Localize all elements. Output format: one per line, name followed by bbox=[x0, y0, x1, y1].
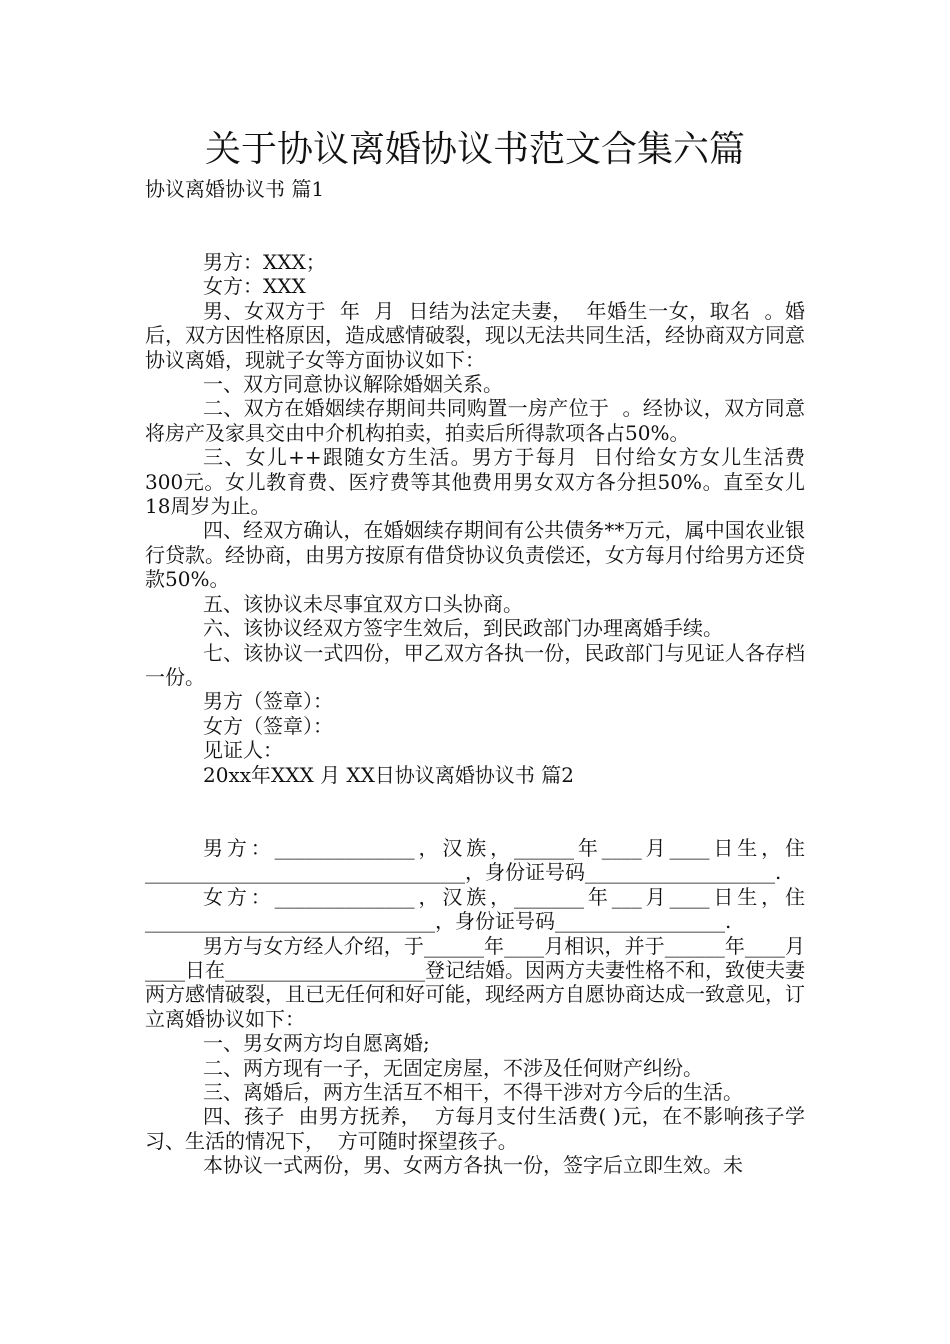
signature-female: 女方（签章）： bbox=[203, 713, 333, 738]
clause-5: 五、该协议未尽事宜双方口头协商。 bbox=[203, 591, 523, 616]
signature-witness: 见证人： bbox=[203, 738, 283, 763]
clause-7: 七、该协议一式四份，甲乙双方各执一份，民政部门与见证人各存档一份。 bbox=[145, 640, 805, 689]
section-2-clause-4: 四、孩子 由男方抚养， 方每月支付生活费( )元，在不影响孩子学习、生活的情况下， 方可随时探望孩子。 bbox=[145, 1104, 805, 1153]
section-2-closing: 本协议一式两份，男、女两方各执一份，签字后立即生效。未 bbox=[203, 1153, 743, 1178]
signature-male: 男方（签章）： bbox=[203, 689, 333, 714]
paragraph-preamble: 男、女双方于 年 月 日结为法定夫妻， 年婚生一女，取名 。婚后，双方因性格原因，造成感情破裂，现以无法共同生活，经协商双方同意协议离婚，现就子女等方面协议如下： bbox=[145, 298, 805, 372]
section-gap bbox=[145, 787, 805, 836]
section-2-party-male: 男方：______________，汉族，______年____月____日生，住________________________________，身份证号码___________________. bbox=[145, 835, 805, 885]
clause-3: 三、女儿++跟随女方生活。男方于每月 日付给女方女儿生活费300元。女儿教育费、医疗费等其他费用男女双方各分担50%。直至女儿18周岁为止。 bbox=[145, 445, 805, 519]
section-2-clause-3: 三、离婚后，两方生活互不相干，不得干涉对方今后的生活。 bbox=[203, 1080, 743, 1104]
party-female: 女方：XXX bbox=[203, 274, 306, 299]
clause-2: 二、双方在婚姻续存期间共同购置一房产位于 。经协议，双方同意将房产及家具交由中介机构拍卖，拍卖后所得款项各占50%。 bbox=[145, 396, 805, 445]
section-2-clause-2: 二、两方现有一子，无固定房屋，不涉及任何财产纠纷。 bbox=[203, 1055, 703, 1080]
document-body bbox=[145, 250, 805, 1178]
clause-1: 一、双方同意协议解除婚姻关系。 bbox=[203, 372, 503, 397]
clause-4: 四、经双方确认，在婚姻续存期间有公共债务**万元，属中国农业银行贷款。经协商，由男方按原有借贷协议负责偿还，女方每月付给男方还贷款50%。 bbox=[145, 518, 805, 592]
date-and-section-2-heading: 20xx年XXX 月 XX日协议离婚协议书 篇2 bbox=[203, 762, 574, 787]
clause-6: 六、该协议经双方签字生效后，到民政部门办理离婚手续。 bbox=[203, 616, 723, 641]
section-2-clause-1: 一、男女两方均自愿离婚; bbox=[203, 1031, 430, 1056]
party-male: 男方：XXX； bbox=[203, 250, 326, 274]
section-2-preamble: 男方与女方经人介绍，于______年____月相识，并于______年____月____日在____________________登记结婚。因两方夫妻性格不和，致使夫妻两方感情破裂，且已无任何和好可能，现经两方自愿协商达成一致意见，订立离婚协议如下： bbox=[145, 933, 805, 1031]
document-title: 关于协议离婚协议书范文合集六篇 bbox=[204, 129, 745, 170]
section-2-party-female: 女方：______________，汉族，_______年___月____日生，住_____________________________，身份证号码_________________. bbox=[145, 884, 805, 934]
section-1-heading: 协议离婚协议书 篇1 bbox=[145, 177, 325, 201]
